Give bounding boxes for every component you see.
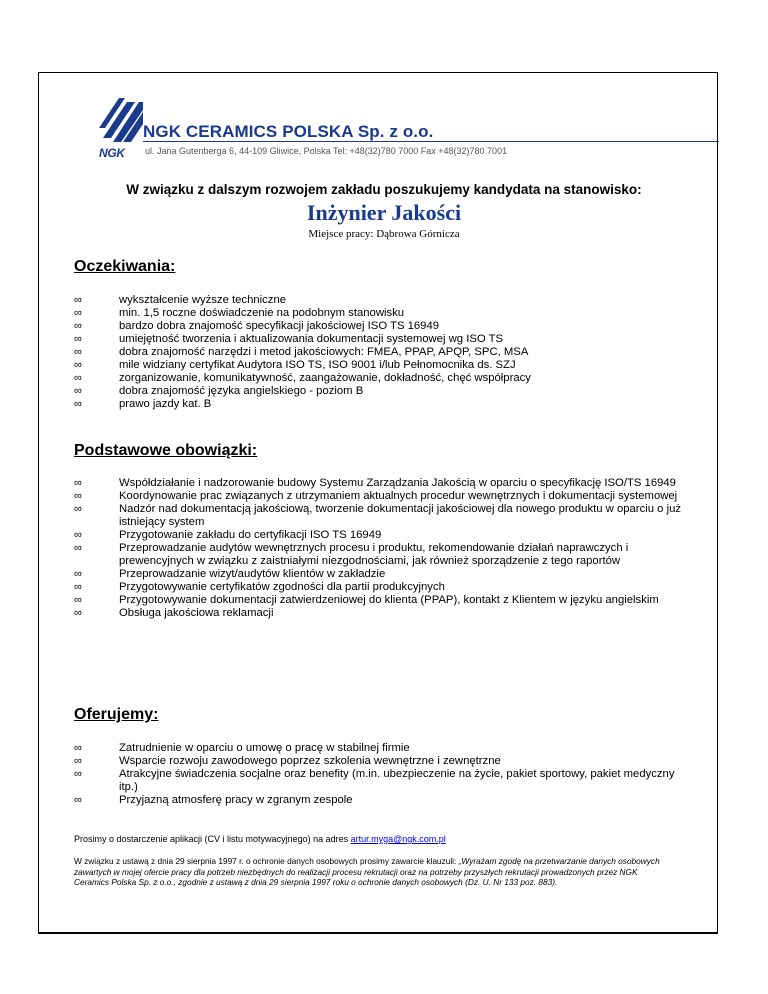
intro-text: W związku z dalszym rozwojem zakładu poszukujemy kandydata na stanowisko: xyxy=(126,182,642,197)
list-item xyxy=(74,503,694,529)
list-item xyxy=(74,490,694,503)
list-item xyxy=(74,359,634,372)
bullet-icon: ∞ xyxy=(74,346,82,358)
list-item xyxy=(74,398,634,411)
list-item-text: zorganizowanie, komunikatywność, zaangażowanie, dokładność, chęć współpracy xyxy=(119,372,531,384)
section-heading-duties: Podstawowe obowiązki: xyxy=(74,442,258,459)
list-item-text: Przyjazną atmosferę pracy w zgranym zespole xyxy=(119,794,353,806)
list-item-text: prawo jazdy kat. B xyxy=(119,398,212,410)
bullet-icon: ∞ xyxy=(74,307,82,319)
bullet-icon: ∞ xyxy=(74,490,82,502)
bullet-icon: ∞ xyxy=(74,755,82,767)
duties-list xyxy=(74,477,694,620)
list-item xyxy=(74,768,694,794)
offer-list xyxy=(74,742,694,807)
bullet-icon: ∞ xyxy=(74,529,82,541)
list-item-text: Przygotowywanie certyfikatów zgodności dla partii produkcyjnych xyxy=(119,581,445,593)
list-item xyxy=(74,594,694,607)
list-item xyxy=(74,755,694,768)
list-item xyxy=(74,307,634,320)
list-item-text: Zatrudnienie w oparciu o umowę o pracę w stabilnej firmie xyxy=(119,742,410,754)
list-item xyxy=(74,607,694,620)
bullet-icon: ∞ xyxy=(74,607,82,619)
list-item-text: Współdziałanie i nadzorowanie budowy Systemu Zarządzania Jakością w oparciu o specyfikację ISO/TS 16949 xyxy=(119,477,676,489)
list-item xyxy=(74,529,694,542)
list-item-text: wykształcenie wyższe techniczne xyxy=(119,294,287,306)
list-item-text: min. 1,5 roczne doświadczenie na podobnym stanowisku xyxy=(119,307,405,319)
list-item-text: Przygotowanie zakładu do certyfikacji ISO TS 16949 xyxy=(119,529,382,541)
bullet-icon: ∞ xyxy=(74,768,82,780)
list-item xyxy=(74,294,634,307)
apply-line xyxy=(74,834,446,844)
list-item xyxy=(74,794,694,807)
bullet-icon: ∞ xyxy=(74,542,82,554)
workplace: Miejsce pracy: Dąbrowa Górnicza xyxy=(308,228,460,240)
bullet-icon: ∞ xyxy=(74,594,82,606)
list-item-text: Obsługa jakościowa reklamacji xyxy=(119,607,274,619)
expectations-list xyxy=(74,294,634,411)
bullet-icon: ∞ xyxy=(74,742,82,754)
list-item-text: Wsparcie rozwoju zawodowego poprzez szkolenia wewnętrzne i zewnętrzne xyxy=(119,755,501,767)
company-address: ul. Jana Gutenberga 6, 44-109 Gliwice, Polska Tel: +48(32)780 7000 Fax +48(32)780 7001 xyxy=(145,146,508,156)
list-item-text: Przeprowadzanie audytów wewnętrznych procesu i produktu, rekomendowanie działań naprawczych i prewencyjnych w związku z zaistniałymi niezgodnościami, jak również sporządzenie z tego raportów xyxy=(119,542,629,567)
list-item xyxy=(74,346,634,359)
bullet-icon: ∞ xyxy=(74,398,82,410)
apply-email-link[interactable]: artur.myga@ngk.com.pl xyxy=(350,834,446,844)
section-heading-offer: Oferujemy: xyxy=(74,706,159,723)
list-item-text: Przygotowywanie dokumentacji zatwierdzeniowej do klienta (PPAP), kontakt z Klientem w języku angielskim xyxy=(119,594,659,606)
list-item-text: Koordynowanie prac związanych z utrzymaniem aktualnych procedur wewnętrznych i dokumentacji systemowej xyxy=(119,490,678,502)
bullet-icon: ∞ xyxy=(74,503,82,515)
bullet-icon: ∞ xyxy=(74,794,82,806)
bullet-icon: ∞ xyxy=(74,333,82,345)
list-item xyxy=(74,320,634,333)
list-item-text: Nadzór nad dokumentacją jakościową, tworzenie dokumentacji jakościowej dla nowego produktu w oparciu o już istniejący system xyxy=(119,503,682,528)
list-item xyxy=(74,372,634,385)
bullet-icon: ∞ xyxy=(74,568,82,580)
company-name: NGK CERAMICS POLSKA Sp. z o.o. xyxy=(143,122,434,141)
header-rule xyxy=(143,141,719,142)
list-item-text: Atrakcyjne świadczenia socjalne oraz benefity (m.in. ubezpieczenie na życie, pakiet sportowy, pakiet medyczny itp.) xyxy=(119,768,675,793)
list-item-text: bardzo dobra znajomość specyfikacji jakościowej ISO TS 16949 xyxy=(119,320,440,332)
list-item-text: mile widziany certyfikat Audytora ISO TS, ISO 9001 i/lub Pełnomocnika ds. SZJ xyxy=(119,359,516,371)
list-item xyxy=(74,581,694,594)
list-item xyxy=(74,542,694,568)
ngk-logo-mark xyxy=(99,98,143,142)
list-item xyxy=(74,385,634,398)
list-item xyxy=(74,568,694,581)
apply-text: Prosimy o dostarczenie aplikacji (CV i listu motywacyjnego) na adres xyxy=(74,834,351,844)
list-item xyxy=(74,477,694,490)
bullet-icon: ∞ xyxy=(74,372,82,384)
gdpr-clause xyxy=(74,856,674,888)
section-heading-expectations: Oczekiwania: xyxy=(74,258,176,275)
ngk-wordmark: NGK xyxy=(99,146,125,160)
list-item-text: Przeprowadzanie wizyt/audytów klientów w zakładzie xyxy=(119,568,386,580)
bullet-icon: ∞ xyxy=(74,581,82,593)
bullet-icon: ∞ xyxy=(74,294,82,306)
job-title: Inżynier Jakości xyxy=(306,200,462,225)
list-item xyxy=(74,333,634,346)
bullet-icon: ∞ xyxy=(74,359,82,371)
clause-lead: W związku z ustawą z dnia 29 sierpnia 1997 r. o ochronie danych osobowych prosimy zawarcie klauzuli: xyxy=(74,856,459,866)
bullet-icon: ∞ xyxy=(74,385,82,397)
list-item-text: dobra znajomość języka angielskiego - poziom B xyxy=(119,385,364,397)
bullet-icon: ∞ xyxy=(74,477,82,489)
list-item-text: dobra znajomość narzędzi i metod jakościowych: FMEA, PPAP, APQP, SPC, MSA xyxy=(119,346,529,358)
clause-quote: „Wyrażam zgodę na przetwarzanie danych osobowych zawartych w mojej ofercie pracy dla potrzeb niezbędnych do realizacji procesu rekrutacji oraz na potrzeby przyszłych rekrutacji prowadzonych przez NGK Ceramics Polska Sp. z o.o., zgodnie z ustawą z dnia 29 sierpnia 1997 roku o ochronie danych osobowych (Dz. U. Nr 133 poz. 883). xyxy=(74,856,660,887)
bullet-icon: ∞ xyxy=(74,320,82,332)
list-item-text: umiejętność tworzenia i aktualizowania dokumentacji systemowej wg ISO TS xyxy=(119,333,504,345)
list-item xyxy=(74,742,694,755)
